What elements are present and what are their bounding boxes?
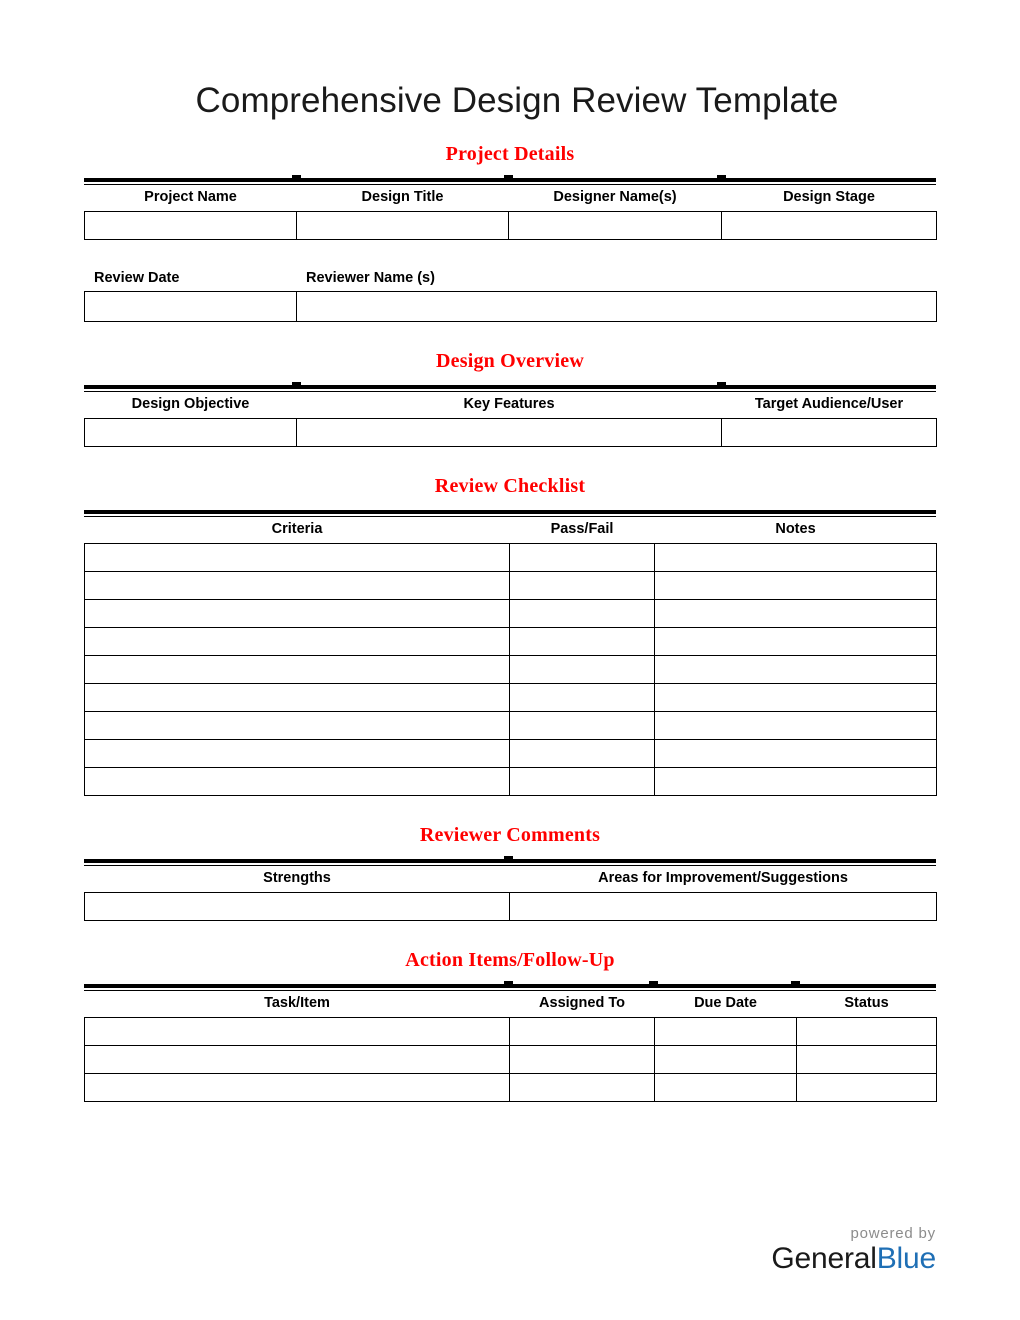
table-row: [85, 683, 937, 711]
table-row: [85, 571, 937, 599]
column-header-notes: Notes: [775, 520, 816, 537]
section-heading-reviewer-comments: Reviewer Comments: [419, 823, 601, 846]
cell-criteria[interactable]: [85, 767, 510, 795]
cell-assigned-to[interactable]: [510, 1017, 655, 1045]
section-rule-project-details: [84, 178, 936, 185]
cell-notes[interactable]: [655, 543, 937, 571]
cell-task-item[interactable]: [85, 1017, 510, 1045]
table-row: [85, 711, 937, 739]
cell-pass-fail[interactable]: [510, 543, 655, 571]
powered-by-label: powered by: [850, 1224, 936, 1242]
cell-pass-fail[interactable]: [510, 767, 655, 795]
cell-notes[interactable]: [655, 655, 937, 683]
table-row: [85, 627, 937, 655]
table-header-row: [85, 392, 937, 419]
table-header-row: [85, 185, 937, 212]
cell-review-date[interactable]: [84, 291, 296, 321]
cell-target-audience[interactable]: [722, 418, 937, 446]
review-meta-table: [84, 268, 937, 322]
cell-design-stage[interactable]: [722, 211, 937, 239]
column-header-target-audience: Target Audience/User: [754, 395, 904, 412]
column-header-areas-for-improvement: Areas for Improvement/Suggestions: [598, 869, 848, 886]
action-items-body: [85, 1017, 937, 1101]
column-header-project-name: Project Name: [144, 188, 237, 205]
section-rule-review-checklist: [84, 510, 936, 517]
cell-criteria[interactable]: [85, 711, 510, 739]
column-header-pass-fail: Pass/Fail: [550, 520, 614, 537]
table-row: [85, 599, 937, 627]
cell-task-item[interactable]: [85, 1045, 510, 1073]
cell-criteria[interactable]: [85, 599, 510, 627]
cell-designer-names[interactable]: [509, 211, 722, 239]
project-details-table-wrap: [84, 185, 936, 240]
cell-assigned-to[interactable]: [510, 1045, 655, 1073]
table-row: [85, 211, 937, 239]
cell-assigned-to[interactable]: [510, 1073, 655, 1101]
action-items-table-wrap: [84, 991, 936, 1102]
cell-design-title[interactable]: [297, 211, 509, 239]
cell-notes[interactable]: [655, 627, 937, 655]
table-row: [85, 418, 937, 446]
logo-text-blue: Blue: [876, 1241, 936, 1275]
section-rule-reviewer-comments: [84, 859, 936, 866]
cell-criteria[interactable]: [85, 655, 510, 683]
cell-strengths[interactable]: [85, 892, 510, 920]
cell-criteria[interactable]: [85, 739, 510, 767]
table-row: [84, 291, 936, 321]
cell-project-name[interactable]: [85, 211, 297, 239]
project-details-table: [84, 185, 937, 240]
table-row: [85, 1017, 937, 1045]
cell-notes[interactable]: [655, 711, 937, 739]
table-row: [85, 1045, 937, 1073]
cell-due-date[interactable]: [655, 1045, 797, 1073]
cell-criteria[interactable]: [85, 627, 510, 655]
design-overview-table-wrap: [84, 392, 936, 447]
reviewer-comments-table: [84, 866, 937, 921]
cell-status[interactable]: [797, 1017, 937, 1045]
review-checklist-body: [85, 543, 937, 795]
column-header-task-item: Task/Item: [264, 994, 330, 1011]
column-header-design-title: Design Title: [361, 188, 444, 205]
cell-areas-for-improvement[interactable]: [510, 892, 937, 920]
cell-notes[interactable]: [655, 571, 937, 599]
cell-design-objective[interactable]: [85, 418, 297, 446]
section-heading-project-details: Project Details: [445, 142, 575, 165]
column-header-status: Status: [844, 994, 889, 1011]
cell-notes[interactable]: [655, 599, 937, 627]
section-rule-design-overview: [84, 385, 936, 392]
section-heading-design-overview: Design Overview: [436, 349, 584, 372]
table-header-row: [85, 866, 937, 893]
cell-status[interactable]: [797, 1073, 937, 1101]
column-header-review-date: Review Date: [94, 269, 180, 286]
table-header-row: [84, 268, 936, 292]
cell-task-item[interactable]: [85, 1073, 510, 1101]
action-items-table: [84, 991, 937, 1102]
section-heading-action-items: Action Items/Follow-Up: [405, 948, 615, 971]
table-header-row: [85, 991, 937, 1018]
cell-pass-fail[interactable]: [510, 571, 655, 599]
page-title: Comprehensive Design Review Template: [195, 81, 839, 120]
generalblue-logo: [771, 1243, 936, 1275]
section-rule-action-items: [84, 984, 936, 991]
cell-key-features[interactable]: [297, 418, 722, 446]
cell-notes[interactable]: [655, 683, 937, 711]
column-header-designer-names: Designer Name(s): [553, 188, 677, 205]
column-header-reviewer-names: Reviewer Name (s): [306, 269, 435, 286]
column-header-assigned-to: Assigned To: [539, 994, 625, 1011]
column-header-due-date: Due Date: [694, 994, 757, 1011]
cell-pass-fail[interactable]: [510, 711, 655, 739]
cell-criteria[interactable]: [85, 543, 510, 571]
column-header-criteria: Criteria: [271, 520, 323, 537]
table-row: [85, 543, 937, 571]
review-checklist-table-wrap: [84, 517, 936, 796]
cell-notes[interactable]: [655, 767, 937, 795]
column-header-design-objective: Design Objective: [131, 395, 250, 412]
cell-notes[interactable]: [655, 739, 937, 767]
cell-reviewer-names[interactable]: [296, 291, 936, 321]
reviewer-comments-table-wrap: [84, 866, 936, 921]
cell-pass-fail[interactable]: [510, 599, 655, 627]
cell-pass-fail[interactable]: [510, 683, 655, 711]
table-row: [85, 892, 937, 920]
table-row: [85, 1073, 937, 1101]
cell-criteria[interactable]: [85, 683, 510, 711]
column-header-key-features: Key Features: [463, 395, 555, 412]
section-heading-review-checklist: Review Checklist: [434, 474, 586, 497]
cell-due-date[interactable]: [655, 1017, 797, 1045]
table-row: [85, 739, 937, 767]
cell-due-date[interactable]: [655, 1073, 797, 1101]
review-checklist-table: [84, 517, 937, 796]
table-row: [85, 767, 937, 795]
cell-pass-fail[interactable]: [510, 739, 655, 767]
design-overview-table: [84, 392, 937, 447]
cell-criteria[interactable]: [85, 571, 510, 599]
cell-pass-fail[interactable]: [510, 627, 655, 655]
cell-pass-fail[interactable]: [510, 655, 655, 683]
table-row: [85, 655, 937, 683]
cell-status[interactable]: [797, 1045, 937, 1073]
table-header-row: [85, 517, 937, 544]
footer-branding: [771, 1225, 936, 1275]
logo-text-general: General: [771, 1241, 877, 1275]
column-header-design-stage: Design Stage: [783, 188, 875, 205]
column-header-strengths: Strengths: [263, 869, 331, 886]
